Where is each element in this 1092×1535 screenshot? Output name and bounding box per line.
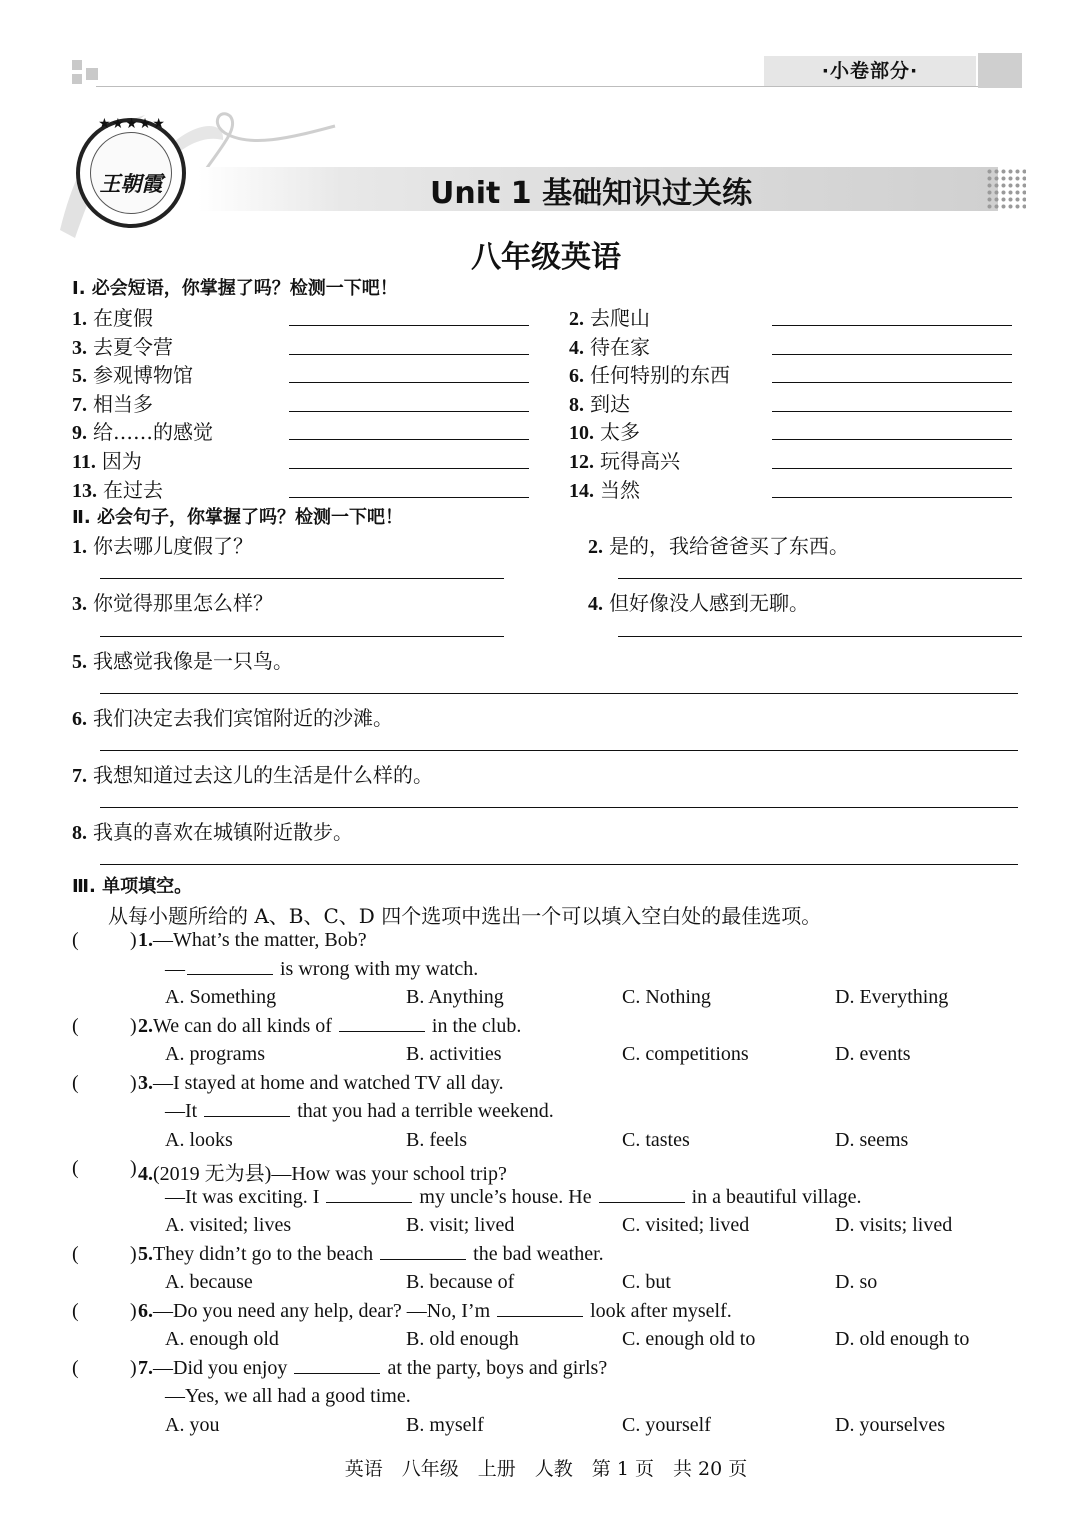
question-stem [138, 1015, 521, 1038]
answer-paren-open: ( [72, 929, 79, 951]
sentence-text: 我感觉我像是一只鸟。 [93, 649, 293, 673]
option-a[interactable]: A. visited; lives [165, 1214, 292, 1236]
question-number: 1. [138, 929, 153, 951]
corner-decoration [72, 74, 82, 84]
phrase-item [569, 388, 630, 417]
fill-blank[interactable] [204, 1115, 290, 1117]
fill-blank[interactable] [599, 1201, 685, 1203]
question-stem-line2 [165, 958, 478, 981]
answer-paren-close: ) [130, 1356, 137, 1379]
sentence-item [72, 816, 353, 845]
answer-line[interactable] [772, 497, 1012, 498]
answer-paren-close: ) [130, 1157, 137, 1179]
answer-line[interactable] [289, 325, 529, 326]
phrase-item [569, 474, 640, 503]
option-c[interactable]: C. Nothing [622, 986, 711, 1008]
fill-blank[interactable] [339, 1030, 425, 1032]
sentence-text: 我真的喜欢在城镇附近散步。 [93, 820, 353, 844]
answer-paren-open: ( [72, 1071, 79, 1094]
answer-box[interactable] [80, 1015, 130, 1039]
option-d[interactable]: D. events [835, 1043, 911, 1065]
fill-blank[interactable] [380, 1258, 466, 1260]
answer-box[interactable] [80, 1157, 130, 1181]
phrase-number: 3. [72, 337, 87, 359]
question-text: in a beautiful village. [686, 1185, 862, 1208]
sentence-item [72, 702, 393, 731]
option-a[interactable]: A. Something [165, 986, 277, 1008]
section1-heading: Ⅰ. 必会短语，你掌握了吗？检测一下吧！ [72, 278, 398, 299]
question-text: —I stayed at home and watched TV all day. [153, 1071, 504, 1094]
answer-box[interactable] [80, 1243, 130, 1267]
phrase-item [72, 416, 213, 445]
option-b[interactable]: B. old enough [406, 1328, 519, 1350]
phrase-number: 6. [569, 365, 584, 387]
phrase-text: 去夏令营 [93, 335, 173, 359]
question-number: 3. [138, 1071, 153, 1094]
phrase-item [569, 359, 730, 388]
phrase-item [72, 331, 173, 360]
answer-paren-close: ) [130, 929, 137, 951]
option-c[interactable]: C. tastes [622, 1128, 690, 1151]
question-number: 5. [138, 1242, 153, 1265]
question-text: —What’s the matter, Bob? [153, 929, 367, 951]
section3-heading: Ⅲ. 单项填空。 [72, 876, 193, 897]
question-stem-line2 [165, 1385, 411, 1408]
phrase-text: 玩得高兴 [600, 449, 680, 473]
answer-box[interactable] [80, 929, 130, 953]
phrase-number: 14. [569, 480, 594, 502]
answer-paren-open: ( [72, 1014, 79, 1037]
answer-line[interactable] [618, 578, 1022, 579]
phrase-number: 1. [72, 308, 87, 330]
phrase-item [569, 416, 640, 445]
option-a[interactable]: A. enough old [165, 1328, 279, 1350]
answer-line[interactable] [100, 636, 504, 637]
phrase-text: 因为 [101, 449, 142, 473]
phrase-number: 10. [569, 422, 594, 444]
question-stem [138, 1300, 732, 1323]
question-text: —Yes, we all had a good time. [165, 1385, 411, 1407]
option-c[interactable]: C. yourself [622, 1413, 711, 1436]
badge-end-block [978, 53, 1022, 88]
question-text: (2019 无为县)—How was your school trip? [153, 1163, 507, 1185]
corner-decoration [72, 60, 82, 70]
phrase-item [72, 359, 193, 388]
section-badge: ·小卷部分· [764, 56, 976, 86]
phrase-text: 在度假 [93, 306, 153, 330]
sentence-item [588, 530, 849, 559]
answer-paren-open: ( [72, 1356, 79, 1379]
phrase-number: 13. [72, 480, 97, 502]
sentence-text: 但好像没人感到无聊。 [609, 591, 809, 615]
sentence-number: 4. [588, 593, 603, 615]
phrase-text: 到达 [590, 392, 630, 416]
dot-pattern [986, 168, 1026, 210]
question-stem-line2 [165, 1100, 554, 1123]
phrase-text: 去爬山 [590, 306, 650, 330]
question-text: We can do all kinds of [153, 1014, 337, 1037]
question-stem [138, 1357, 607, 1380]
phrase-text: 相当多 [93, 392, 153, 416]
phrase-number: 2. [569, 308, 584, 330]
option-a[interactable]: A. programs [165, 1043, 265, 1065]
phrase-item [72, 474, 163, 503]
page-title: Unit 1 基础知识过关练 [430, 176, 753, 211]
question-stem [138, 929, 367, 952]
answer-line[interactable] [100, 750, 1018, 751]
answer-line[interactable] [289, 468, 529, 469]
sentence-text: 你去哪儿度假了？ [93, 534, 253, 558]
header-rule [96, 86, 1022, 87]
option-b[interactable]: B. feels [406, 1128, 468, 1151]
sentence-text: 我们决定去我们宾馆附近的沙滩。 [93, 706, 393, 730]
option-b[interactable]: B. myself [406, 1413, 484, 1436]
phrase-item [569, 331, 650, 360]
option-c[interactable]: C. visited; lived [622, 1214, 750, 1236]
question-number: 4. [138, 1163, 153, 1185]
phrase-number: 4. [569, 337, 584, 359]
option-c[interactable]: C. competitions [622, 1043, 749, 1065]
phrase-item [569, 445, 680, 474]
option-c[interactable]: C. but [622, 1271, 671, 1293]
answer-line[interactable] [100, 864, 1018, 865]
option-a[interactable]: A. you [165, 1413, 220, 1436]
section2-heading: Ⅱ. 必会句子，你掌握了吗？检测一下吧！ [72, 507, 403, 528]
logo-stars-icon: ★★★★★ [98, 116, 166, 132]
fill-blank[interactable] [326, 1201, 412, 1203]
question-text: that you had a terrible weekend. [292, 1100, 554, 1122]
answer-paren-open: ( [72, 1242, 79, 1265]
sentence-item [72, 645, 293, 674]
answer-box[interactable] [80, 1357, 130, 1381]
fill-blank[interactable] [497, 1315, 583, 1317]
phrase-text: 参观博物馆 [93, 363, 193, 387]
fill-blank[interactable] [187, 973, 273, 975]
sentence-text: 你觉得那里怎么样？ [93, 591, 273, 615]
question-text: is wrong with my watch. [275, 957, 479, 980]
option-b[interactable]: B. Anything [406, 986, 504, 1008]
phrase-number: 8. [569, 394, 584, 416]
answer-paren-close: ) [130, 1014, 137, 1037]
question-text: — [165, 957, 185, 980]
question-stem [138, 1157, 507, 1186]
question-number: 7. [138, 1356, 153, 1379]
option-c[interactable]: C. enough old to [622, 1328, 756, 1350]
question-text: look after myself. [585, 1299, 732, 1322]
option-d[interactable]: D. old enough to [835, 1328, 970, 1350]
phrase-item [72, 302, 153, 331]
sentence-item [72, 759, 433, 788]
sentence-text: 是的，我给爸爸买了东西。 [609, 534, 849, 558]
answer-line[interactable] [100, 807, 1018, 808]
page-footer: 英语 八年级 上册 人教 第 1 页 共 20 页 [344, 1458, 748, 1480]
sentence-number: 7. [72, 765, 87, 787]
sentence-number: 5. [72, 651, 87, 673]
question-stem [138, 1072, 504, 1095]
answer-line[interactable] [289, 382, 529, 383]
option-d[interactable]: D. visits; lived [835, 1214, 953, 1236]
phrase-item [569, 302, 650, 331]
answer-line[interactable] [289, 354, 529, 355]
option-d[interactable]: D. yourselves [835, 1413, 945, 1436]
question-text: in the club. [426, 1014, 522, 1037]
phrase-number: 7. [72, 394, 87, 416]
phrase-number: 12. [569, 451, 594, 473]
phrase-item [72, 388, 153, 417]
sentence-item [72, 587, 273, 616]
sentence-text: 我想知道过去这儿的生活是什么样的。 [93, 763, 433, 787]
question-stem-line2 [165, 1186, 862, 1209]
option-b[interactable]: B. because of [406, 1271, 515, 1293]
sentence-number: 8. [72, 822, 87, 844]
answer-line[interactable] [772, 411, 1012, 412]
phrase-text: 在过去 [103, 478, 163, 502]
question-stem [138, 1243, 604, 1266]
section3-instruction: 从每小题所给的 A、B、C、D 四个选项中选出一个可以填入空白处的最佳选项。 [108, 904, 822, 928]
answer-paren-close: ) [130, 1242, 137, 1265]
phrase-number: 5. [72, 365, 87, 387]
phrase-number: 9. [72, 422, 87, 444]
question-number: 6. [138, 1299, 153, 1322]
phrase-text: 给……的感觉 [93, 420, 213, 444]
phrase-item [72, 445, 142, 474]
option-d[interactable]: D. so [835, 1271, 878, 1293]
answer-line[interactable] [289, 497, 529, 498]
option-a[interactable]: A. because [165, 1271, 253, 1293]
sentence-item [588, 587, 809, 616]
question-text: my uncle’s house. He [414, 1185, 597, 1208]
answer-paren-open: ( [72, 1157, 79, 1179]
question-text: —Did you enjoy [153, 1356, 293, 1379]
phrase-text: 待在家 [590, 335, 650, 359]
option-b[interactable]: B. activities [406, 1043, 502, 1065]
sentence-number: 3. [72, 593, 87, 615]
question-text: —It [165, 1100, 203, 1122]
answer-line[interactable] [772, 382, 1012, 383]
sentence-item [72, 530, 253, 559]
question-text: the bad weather. [468, 1242, 604, 1265]
answer-paren-close: ) [130, 1299, 137, 1322]
option-d[interactable]: D. Everything [835, 986, 949, 1008]
question-number: 2. [138, 1014, 153, 1037]
sentence-number: 6. [72, 708, 87, 730]
fill-blank[interactable] [294, 1372, 380, 1374]
answer-line[interactable] [618, 636, 1022, 637]
answer-line[interactable] [100, 578, 504, 579]
sentence-number: 1. [72, 536, 87, 558]
question-text: at the party, boys and girls? [382, 1356, 608, 1379]
option-d[interactable]: D. seems [835, 1128, 909, 1151]
page-subtitle: 八年级英语 [471, 240, 621, 275]
answer-line[interactable] [772, 468, 1012, 469]
phrase-text: 太多 [600, 420, 640, 444]
answer-paren-close: ) [130, 1071, 137, 1094]
answer-line[interactable] [772, 325, 1012, 326]
corner-decoration [86, 68, 98, 80]
answer-line[interactable] [772, 354, 1012, 355]
phrase-text: 当然 [600, 478, 640, 502]
answer-paren-open: ( [72, 1299, 79, 1322]
answer-line[interactable] [289, 439, 529, 440]
phrase-number: 11. [72, 451, 96, 473]
answer-box[interactable] [80, 1300, 130, 1324]
question-text: They didn’t go to the beach [153, 1242, 379, 1265]
option-b[interactable]: B. visit; lived [406, 1214, 515, 1236]
question-text: —It was exciting. I [165, 1185, 325, 1208]
answer-line[interactable] [289, 411, 529, 412]
sentence-number: 2. [588, 536, 603, 558]
answer-line[interactable] [100, 693, 1018, 694]
logo-name: 王朝霞 [99, 172, 163, 196]
phrase-text: 任何特别的东西 [590, 363, 730, 387]
answer-line[interactable] [772, 439, 1012, 440]
option-a[interactable]: A. looks [165, 1128, 233, 1151]
answer-box[interactable] [80, 1072, 130, 1096]
question-text: —Do you need any help, dear? —No, I’m [153, 1299, 496, 1322]
